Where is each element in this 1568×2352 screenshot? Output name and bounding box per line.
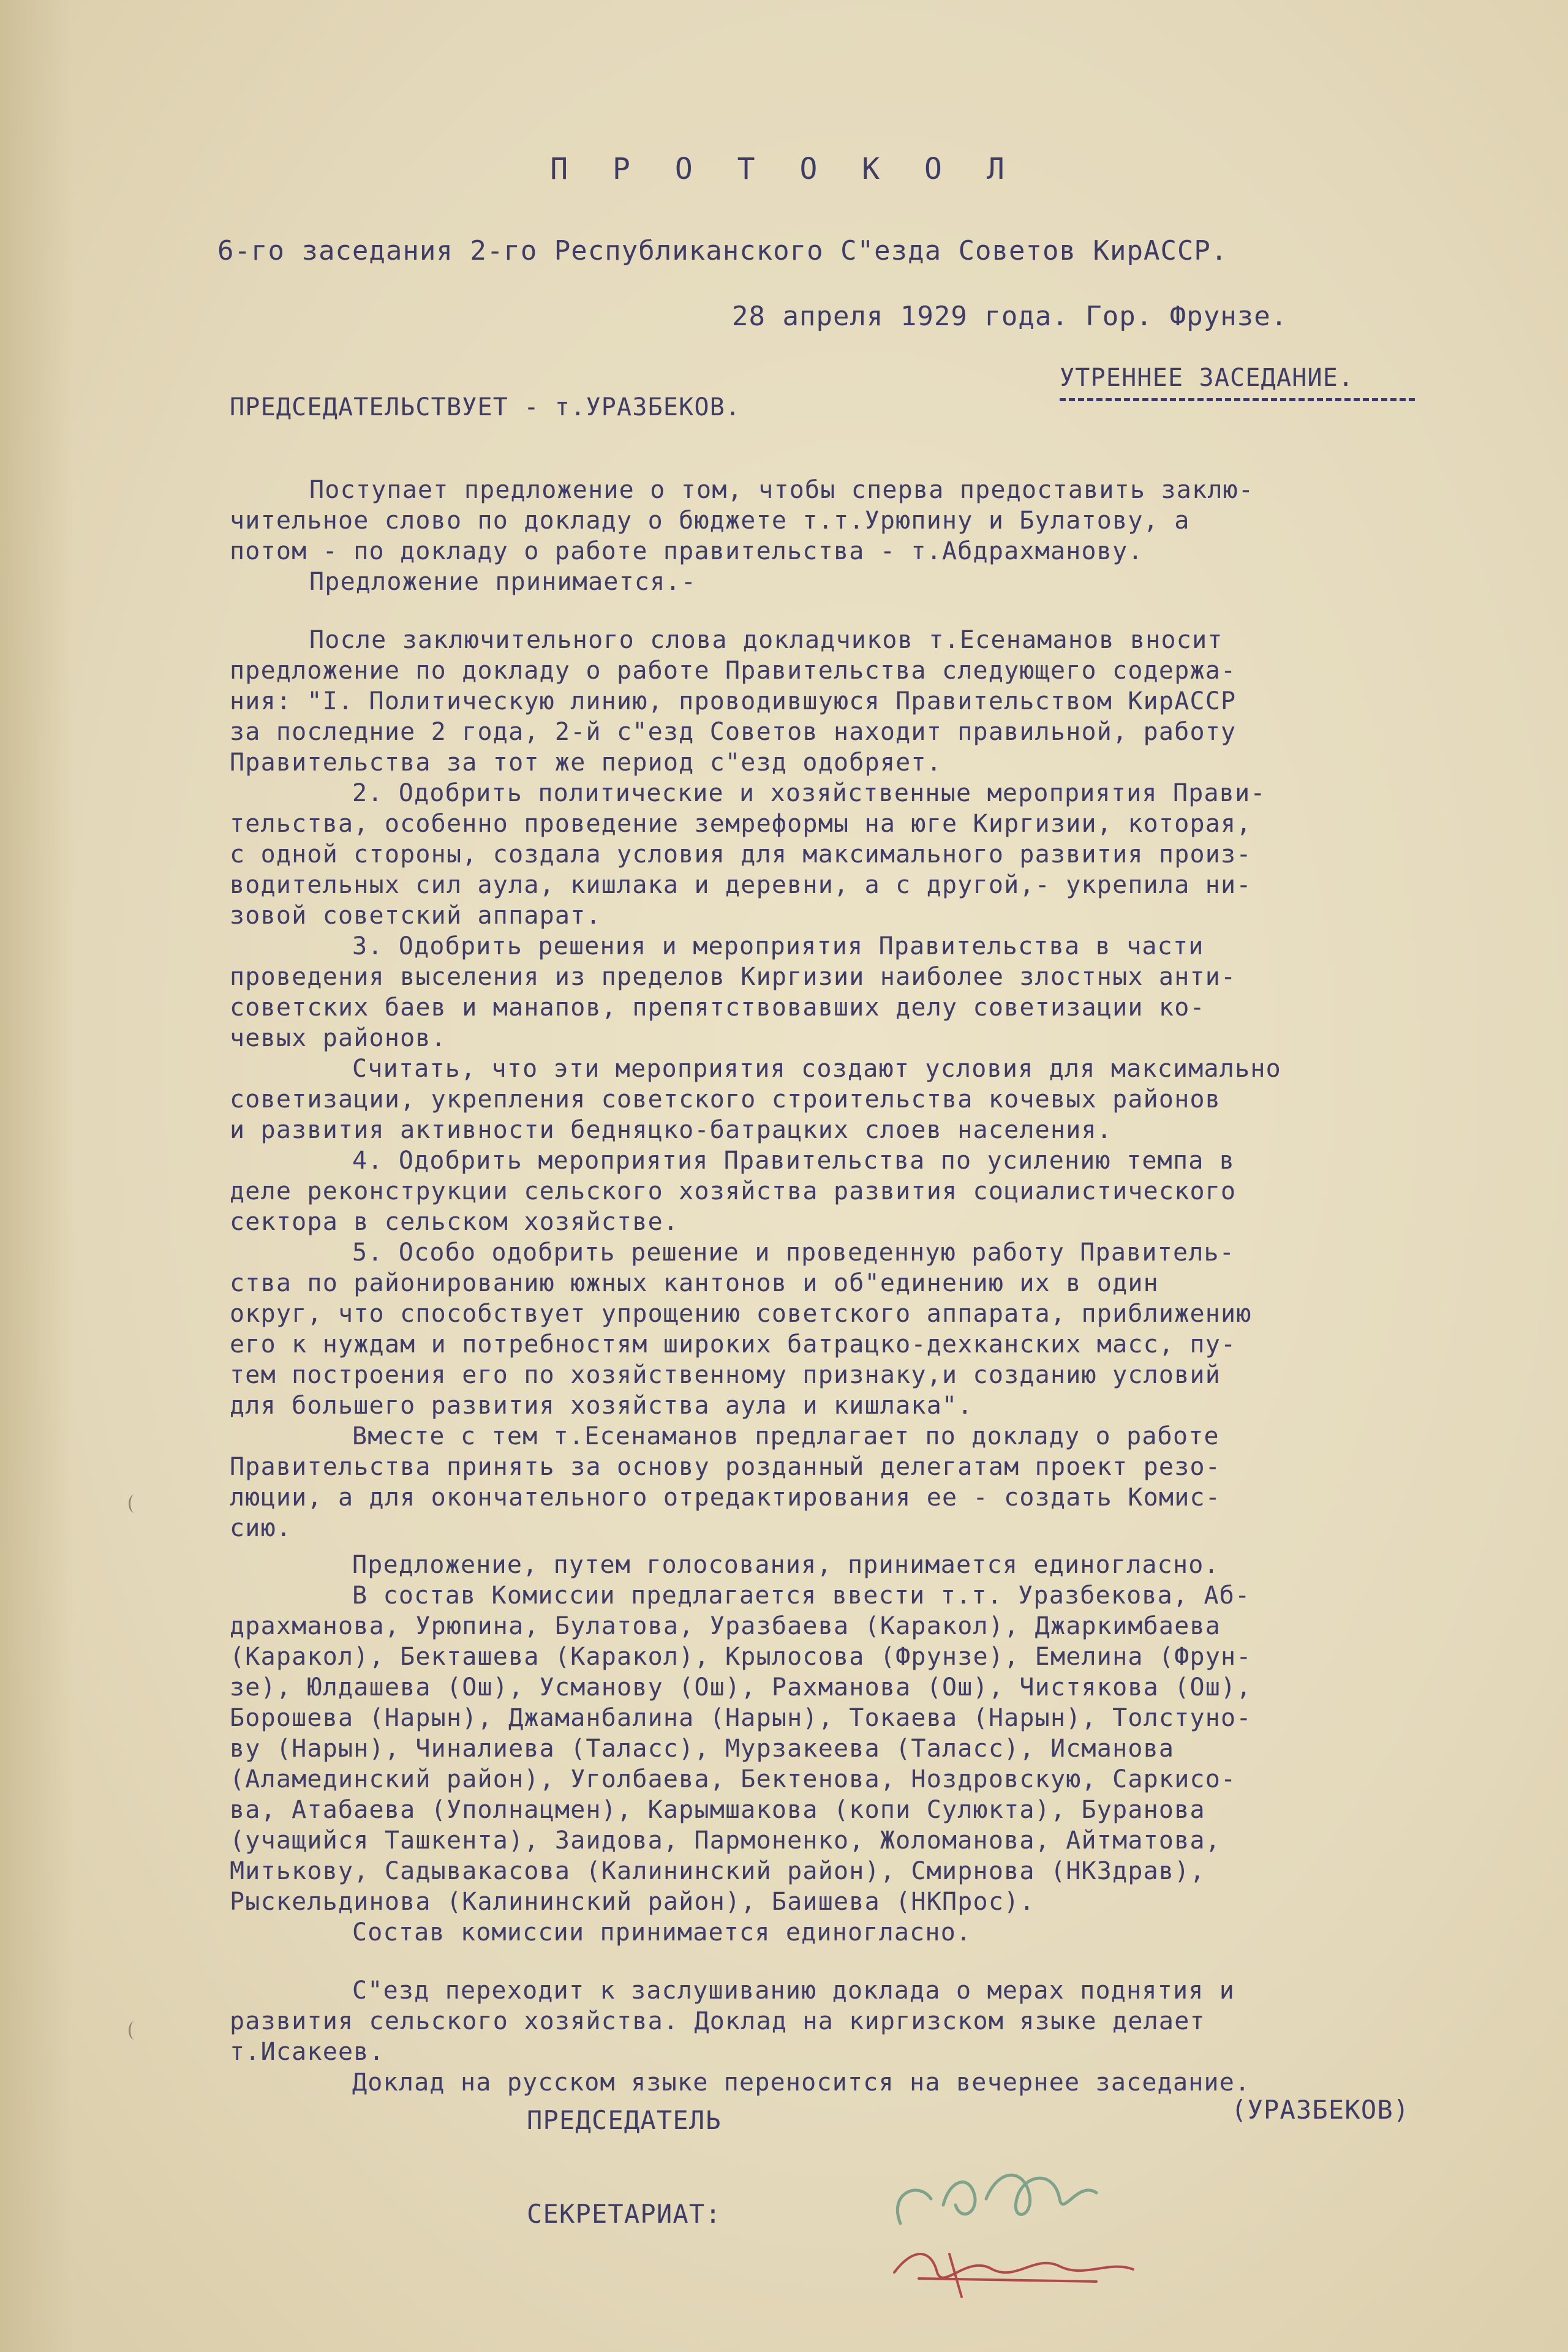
- body-line: В состав Комиссии предлагается ввести т.т. Уразбекова, Аб-: [352, 1581, 1251, 1610]
- body-line: деле реконструкции сельского хозяйства развития социалистического: [230, 1177, 1237, 1205]
- body-line: Состав комиссии принимается единогласно.: [352, 1918, 972, 1947]
- body-line: сектора в сельском хозяйстве.: [230, 1208, 679, 1236]
- handwritten-signature: [876, 2156, 1194, 2315]
- body-line: (учащийся Ташкента), Заидова, Пармоненко, Жоломанова, Айтматова,: [230, 1826, 1221, 1855]
- body-line: Вместе с тем т.Есенаманов предлагает по докладу о работе: [352, 1422, 1219, 1450]
- body-line: проведения выселения из пределов Киргизии наиболее злостных анти-: [230, 963, 1237, 991]
- body-line: ния: "I. Политическую линию, проводившуюся Правительством КирАССР: [230, 687, 1237, 715]
- body-line: зовой советский аппарат.: [230, 902, 601, 930]
- body-line: т.Исакеев.: [230, 2038, 385, 2066]
- body-line: сию.: [230, 1514, 292, 1542]
- secretariat-label: СЕКРЕТАРИАТ:: [527, 2199, 722, 2229]
- body-line: люции, а для окончательного отредактирования ее - создать Комис-: [230, 1483, 1221, 1512]
- body-line: ства по районированию южных кантонов и об"единению их в один: [230, 1269, 1159, 1297]
- body-line: 4. Одобрить мероприятия Правительства по усилению темпа в: [352, 1147, 1235, 1175]
- body-line: После заключительного слова докладчиков т.Есенаманов вносит: [309, 626, 1223, 654]
- body-line: Предложение, путем голосования, принимается единогласно.: [352, 1551, 1219, 1579]
- body-line: (Аламединский район), Уголбаева, Бектенова, Ноздровскую, Саркисо-: [230, 1765, 1237, 1793]
- body-line: его к нуждам и потребностям широких батрацко-дехканских масс, пу-: [230, 1330, 1237, 1359]
- body-line: развития сельского хозяйства. Доклад на киргизском языке делает: [230, 2007, 1205, 2035]
- date-place: 28 апреля 1929 года. Гор. Фрунзе.: [732, 301, 1288, 332]
- body-line: 2. Одобрить политические и хозяйственные мероприятия Прави-: [352, 779, 1266, 807]
- body-line: ва, Атабаева (Уполнацмен), Карымшакова (копи Сулюкта), Буранова: [230, 1796, 1205, 1824]
- body-line: округ, что способствует упрощению советского аппарата, приближению: [230, 1300, 1252, 1328]
- body-line: драхманова, Урюпина, Булатова, Уразбаева (Каракол), Джаркимбаева: [230, 1612, 1221, 1640]
- session-label: УТРЕННЕЕ ЗАСЕДАНИЕ.: [1060, 364, 1354, 392]
- chair-name: (УРАЗБЕКОВ): [1231, 2095, 1410, 2125]
- body-line: ву (Нарын), Чиналиева (Таласс), Мурзакеева (Таласс), Исманова: [230, 1735, 1175, 1763]
- body-line: советских баев и манапов, препятствовавших делу советизации ко-: [230, 993, 1205, 1022]
- body-line: тем построения его по хозяйственному признаку,и созданию условий: [230, 1361, 1221, 1389]
- body-line: Борошева (Нарын), Джаманбалина (Нарын), Токаева (Нарын), Толстуно-: [230, 1704, 1252, 1732]
- body-line: советизации, укрепления советского строительства кочевых районов: [230, 1085, 1221, 1114]
- body-line: и развития активности бедняцко-батрацких слоев населения.: [230, 1116, 1113, 1144]
- document-title: П Р О Т О К О Л: [550, 152, 1018, 186]
- body-line: чительное слово по докладу о бюджете т.т.Урюпину и Булатову, а: [230, 507, 1190, 535]
- body-line: 5. Особо одобрить решение и проведенную работу Правитель-: [352, 1238, 1235, 1267]
- paper-edge-shadow: [0, 0, 74, 2352]
- punch-hole-mark: [129, 1494, 140, 1513]
- body-line: чевых районов.: [230, 1024, 447, 1052]
- body-line: Поступает предложение о том, чтобы сперва предоставить заклю-: [309, 476, 1254, 504]
- body-line: с одной стороны, создала условия для максимального развития произ-: [230, 840, 1252, 869]
- body-line: водительных сил аула, кишлака и деревни, а с другой,- укрепила ни-: [230, 871, 1252, 899]
- body-line: 3. Одобрить решения и мероприятия Правительства в части: [352, 932, 1204, 960]
- chair-line: ПРЕДСЕДАТЕЛЬСТВУЕТ - т.УРАЗБЕКОВ.: [230, 393, 741, 421]
- session-underline: [1060, 398, 1415, 401]
- body-line: тельства, особенно проведение земреформы на юге Киргизии, которая,: [230, 810, 1252, 838]
- document-subtitle: 6-го заседания 2-го Республиканского С"езда Советов КирАССР.: [217, 235, 1228, 266]
- body-line: Рыскельдинова (Калининский район), Баишева (НКПрос).: [230, 1888, 1035, 1916]
- body-line: предложение по докладу о работе Правительства следующего содержа-: [230, 657, 1237, 685]
- body-line: Митькову, Садывакасова (Калининский район), Смирнова (НКЗдрав),: [230, 1857, 1205, 1885]
- body-line: Предложение принимается.-: [309, 568, 697, 596]
- body-line: Доклад на русском языке переносится на вечернее заседание.: [352, 2068, 1251, 2097]
- body-line: для большего развития хозяйства аула и кишлака".: [230, 1392, 973, 1420]
- body-line: Считать, что эти мероприятия создают условия для максимально: [352, 1055, 1281, 1083]
- body-line: (Каракол), Бекташева (Каракол), Крылосова (Фрунзе), Емелина (Фрун-: [230, 1643, 1252, 1671]
- chair-label: ПРЕДСЕДАТЕЛЬ: [527, 2105, 722, 2135]
- body-line: Правительства принять за основу розданный делегатам проект резо-: [230, 1453, 1221, 1481]
- body-line: Правительства за тот же период с"езд одобряет.: [230, 748, 942, 777]
- body-line: зе), Юлдашева (Ош), Усманову (Ош), Рахманова (Ош), Чистякова (Ош),: [230, 1673, 1252, 1702]
- body-line: за последние 2 года, 2-й с"езд Советов находит правильной, работу: [230, 718, 1237, 746]
- body-line: потом - по докладу о работе правительства - т.Абдрахманову.: [230, 537, 1144, 565]
- punch-hole-mark: [129, 2021, 140, 2040]
- body-line: С"езд переходит к заслушиванию доклада о мерах поднятия и: [352, 1977, 1235, 2005]
